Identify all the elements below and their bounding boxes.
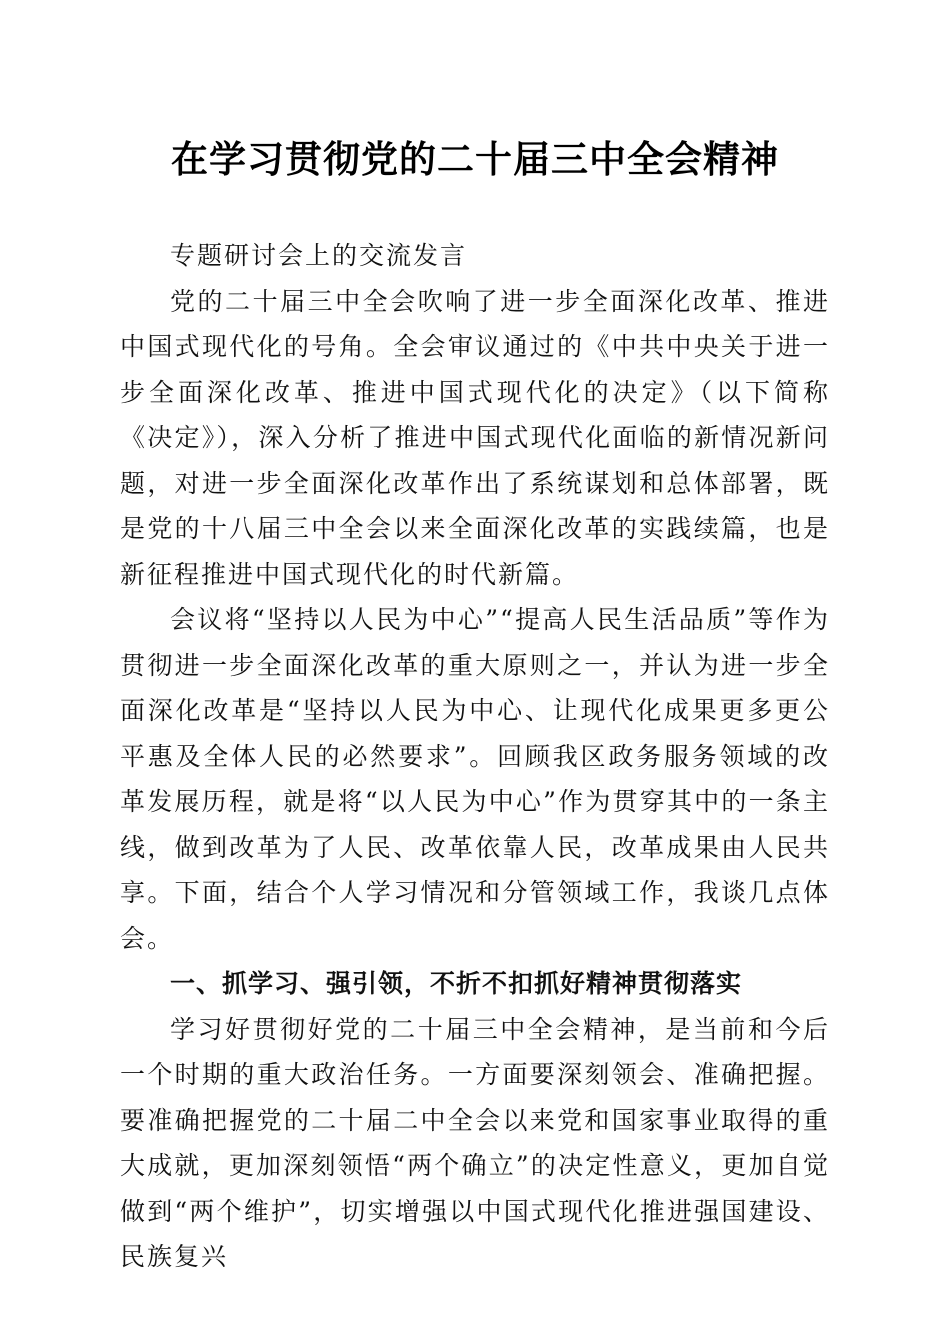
document-body [120,233,830,1280]
paragraph-meeting: 会议将“坚持以人民为中心”“提高人民生活品质”等作为贯彻进一步全面深化改革的重大原则之一，并认为进一步全面深化改革是“坚持以人民为中心、让现代化成果更多更公平惠及全体人民的必然要求”。回顾我区政务服务领域的改革发展历程，就是将“以人民为中心”作为贯穿其中的一条主线，做到改革为了人民、改革依靠人民，改革成果由人民共享。下面，结合个人学习情况和分管领域工作，我谈几点体会。 [120,605,831,953]
paragraph-section-1: 学习好贯彻好党的二十届三中全会精神，是当前和今后一个时期的重大政治任务。一方面要深刻领会、准确把握。要准确把握党的二十届二中全会以来党和国家事业取得的重大成就，更加深刻领悟“两个确立”的决定性意义，更加自觉做到“两个维护”，切实增强以中国式现代化推进强国建设、民族复兴 [120,1014,830,1271]
document-title: 在学习贯彻党的二十届三中全会精神 [171,138,779,181]
section-heading-1: 一、抓学习、强引领，不折不扣抓好精神贯彻落实 [170,969,743,998]
paragraph-intro: 党的二十届三中全会吹响了进一步全面深化改革、推进中国式现代化的号角。全会审议通过的《中共中央关于进一步全面深化改革、推进中国式现代化的决定》（以下简称《决定》），深入分析了推进中国式现代化面临的新情况新问题，对进一步全面深化改革作出了系统谋划和总体部署，既是党的十八届三中全会以来全面深化改革的实践续篇，也是新征程推进中国式现代化的时代新篇。 [120,286,830,589]
subtitle-line: 专题研讨会上的交流发言 [170,241,468,270]
